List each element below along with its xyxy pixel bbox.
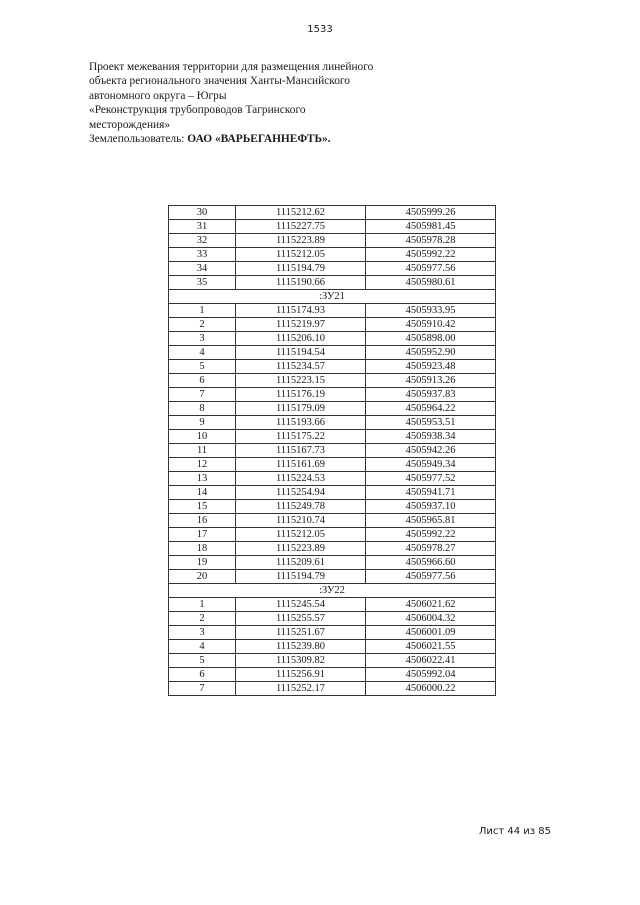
y-coordinate-cell: 4505981.45 [366,220,496,234]
point-number-cell: 17 [169,528,236,542]
table-row [169,248,496,262]
point-number-cell: 13 [169,472,236,486]
x-coordinate-cell: 1115234.57 [236,360,366,374]
landuser-label: Землепользователь: [89,133,185,146]
header-line: месторождения» [89,118,171,131]
table-row [169,514,496,528]
x-coordinate-cell: 1115219.97 [236,318,366,332]
point-number-cell: 34 [169,262,236,276]
x-coordinate-cell: 1115227.75 [236,220,366,234]
y-coordinate-cell: 4505992.04 [366,668,496,682]
y-coordinate-cell: 4506000.22 [366,682,496,696]
table-row [169,206,496,220]
x-coordinate-cell: 1115309.82 [236,654,366,668]
y-coordinate-cell: 4505980.61 [366,276,496,290]
table-row [169,570,496,584]
y-coordinate-cell: 4505965.81 [366,514,496,528]
point-number-cell: 18 [169,542,236,556]
x-coordinate-cell: 1115167.73 [236,444,366,458]
table-row [169,360,496,374]
table-row [169,444,496,458]
point-number-cell: 20 [169,570,236,584]
section-row [169,290,496,304]
x-coordinate-cell: 1115194.79 [236,262,366,276]
x-coordinate-cell: 1115224.53 [236,472,366,486]
section-row [169,584,496,598]
point-number-cell: 2 [169,318,236,332]
y-coordinate-cell: 4505941.71 [366,486,496,500]
x-coordinate-cell: 1115223.15 [236,374,366,388]
table-row [169,654,496,668]
header-line: «Реконструкция трубопроводов Тагринского [89,104,306,117]
table-row [169,332,496,346]
x-coordinate-cell: 1115193.66 [236,416,366,430]
y-coordinate-cell: 4506021.55 [366,640,496,654]
table-row [169,318,496,332]
y-coordinate-cell: 4505910.42 [366,318,496,332]
table-row [169,500,496,514]
point-number-cell: 8 [169,402,236,416]
y-coordinate-cell: 4505937.10 [366,500,496,514]
y-coordinate-cell: 4505923.48 [366,360,496,374]
sheet-footer: Лист 44 из 85 [478,826,551,837]
table-row [169,640,496,654]
x-coordinate-cell: 1115175.22 [236,430,366,444]
y-coordinate-cell: 4505953.51 [366,416,496,430]
landuser-value: ОАО «ВАРЬЕГАННЕФТЬ». [187,133,331,146]
point-number-cell: 4 [169,346,236,360]
table-row [169,668,496,682]
point-number-cell: 7 [169,388,236,402]
x-coordinate-cell: 1115254.94 [236,486,366,500]
point-number-cell: 7 [169,682,236,696]
y-coordinate-cell: 4505942.26 [366,444,496,458]
point-number-cell: 1 [169,598,236,612]
y-coordinate-cell: 4506021.62 [366,598,496,612]
x-coordinate-cell: 1115249.78 [236,500,366,514]
x-coordinate-cell: 1115210.74 [236,514,366,528]
table-row [169,612,496,626]
y-coordinate-cell: 4505978.27 [366,542,496,556]
point-number-cell: 5 [169,654,236,668]
table-row [169,486,496,500]
table-row [169,276,496,290]
x-coordinate-cell: 1115252.17 [236,682,366,696]
x-coordinate-cell: 1115223.89 [236,234,366,248]
point-number-cell: 33 [169,248,236,262]
point-number-cell: 32 [169,234,236,248]
x-coordinate-cell: 1115206.10 [236,332,366,346]
section-label: :ЗУ22 [169,584,496,598]
point-number-cell: 6 [169,668,236,682]
y-coordinate-cell: 4505898.00 [366,332,496,346]
point-number-cell: 2 [169,612,236,626]
y-coordinate-cell: 4505938.34 [366,430,496,444]
x-coordinate-cell: 1115212.62 [236,206,366,220]
point-number-cell: 15 [169,500,236,514]
y-coordinate-cell: 4505933.95 [366,304,496,318]
table-row [169,682,496,696]
table-row [169,472,496,486]
x-coordinate-cell: 1115255.57 [236,612,366,626]
header-line: автономного округа – Югры [89,89,227,102]
y-coordinate-cell: 4505913.26 [366,374,496,388]
page-number: 1533 [307,24,333,35]
table-row [169,304,496,318]
landuser-line [89,132,429,146]
section-label: :ЗУ21 [169,290,496,304]
y-coordinate-cell: 4505949.34 [366,458,496,472]
y-coordinate-cell: 4505977.56 [366,262,496,276]
coordinates-table-body [169,206,496,696]
x-coordinate-cell: 1115194.79 [236,570,366,584]
y-coordinate-cell: 4505937.83 [366,388,496,402]
x-coordinate-cell: 1115174.93 [236,304,366,318]
point-number-cell: 16 [169,514,236,528]
table-row [169,346,496,360]
point-number-cell: 6 [169,374,236,388]
point-number-cell: 3 [169,626,236,640]
point-number-cell: 35 [169,276,236,290]
table-row [169,234,496,248]
y-coordinate-cell: 4505977.56 [366,570,496,584]
y-coordinate-cell: 4505978.28 [366,234,496,248]
x-coordinate-cell: 1115179.09 [236,402,366,416]
point-number-cell: 31 [169,220,236,234]
y-coordinate-cell: 4506022.41 [366,654,496,668]
table-row [169,556,496,570]
header-line: Проект межевания территории для размещения линейного [89,61,374,73]
coordinates-table [168,205,496,696]
x-coordinate-cell: 1115190.66 [236,276,366,290]
y-coordinate-cell: 4505977.52 [366,472,496,486]
point-number-cell: 11 [169,444,236,458]
y-coordinate-cell: 4506004.32 [366,612,496,626]
table-row [169,220,496,234]
y-coordinate-cell: 4505966.60 [366,556,496,570]
point-number-cell: 4 [169,640,236,654]
document-header [89,60,429,146]
y-coordinate-cell: 4505999.26 [366,206,496,220]
point-number-cell: 19 [169,556,236,570]
table-row [169,528,496,542]
point-number-cell: 3 [169,332,236,346]
x-coordinate-cell: 1115256.91 [236,668,366,682]
table-row [169,402,496,416]
y-coordinate-cell: 4505992.22 [366,248,496,262]
y-coordinate-cell: 4505964.22 [366,402,496,416]
point-number-cell: 30 [169,206,236,220]
x-coordinate-cell: 1115161.69 [236,458,366,472]
point-number-cell: 12 [169,458,236,472]
point-number-cell: 9 [169,416,236,430]
x-coordinate-cell: 1115212.05 [236,528,366,542]
header-line: объекта регионального значения Ханты-Мансийского [89,75,350,88]
table-row [169,458,496,472]
table-row [169,430,496,444]
y-coordinate-cell: 4505952.90 [366,346,496,360]
table-row [169,374,496,388]
x-coordinate-cell: 1115194.54 [236,346,366,360]
y-coordinate-cell: 4505992.22 [366,528,496,542]
x-coordinate-cell: 1115245.54 [236,598,366,612]
point-number-cell: 5 [169,360,236,374]
table-row [169,542,496,556]
table-row [169,416,496,430]
x-coordinate-cell: 1115239.80 [236,640,366,654]
x-coordinate-cell: 1115212.05 [236,248,366,262]
table-row [169,626,496,640]
x-coordinate-cell: 1115251.67 [236,626,366,640]
table-row [169,598,496,612]
point-number-cell: 1 [169,304,236,318]
x-coordinate-cell: 1115176.19 [236,388,366,402]
y-coordinate-cell: 4506001.09 [366,626,496,640]
point-number-cell: 14 [169,486,236,500]
table-row [169,262,496,276]
x-coordinate-cell: 1115209.61 [236,556,366,570]
table-row [169,388,496,402]
point-number-cell: 10 [169,430,236,444]
x-coordinate-cell: 1115223.89 [236,542,366,556]
